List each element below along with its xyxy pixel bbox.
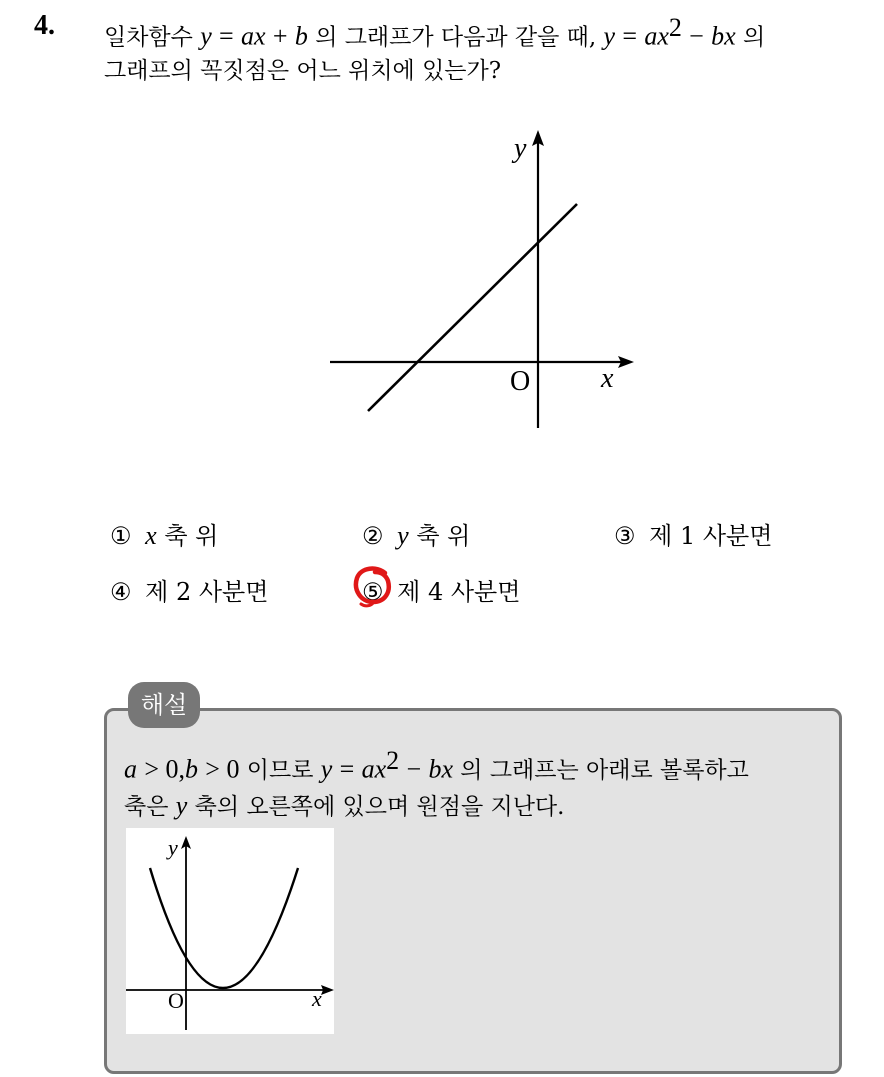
parabola-y-label: y bbox=[168, 835, 178, 860]
origin-label: O bbox=[510, 366, 531, 397]
y-axis-label: y bbox=[514, 133, 527, 164]
choice-3[interactable]: ③ 제 1 사분면 bbox=[614, 522, 773, 550]
choice-2[interactable]: ② y 축 위 bbox=[362, 521, 471, 550]
question-text-line-1: 일차함수 y = ax + b 의 그래프가 다음과 같을 때, $y = ax^2$ − bx 의 bbox=[104, 13, 766, 51]
parabola-x-label: x bbox=[312, 986, 322, 1011]
choice-5[interactable]: ⑤ 제 4 사분면 bbox=[362, 578, 521, 606]
solution-text-line-1: a > 0,b > 0 이므로 $y = ax^2$ − bx 의 그래프는 아래로 볼록하고 bbox=[124, 746, 749, 784]
solution-text-line-2: 축은 y 축의 오른쪽에 있으며 원점을 지난다. bbox=[124, 791, 565, 820]
question-number: 4. bbox=[34, 10, 55, 41]
parabola-curve bbox=[150, 868, 298, 988]
question-text-line-2: 그래프의 꼭짓점은 어느 위치에 있는가? bbox=[104, 58, 502, 84]
choice-4[interactable]: ④ 제 2 사분면 bbox=[110, 578, 269, 606]
solution-tag: 해설 bbox=[128, 682, 200, 728]
parabola-origin-label: O bbox=[168, 988, 184, 1013]
choice-1[interactable]: ① x 축 위 bbox=[110, 521, 219, 550]
x-axis-label: x bbox=[601, 363, 614, 394]
